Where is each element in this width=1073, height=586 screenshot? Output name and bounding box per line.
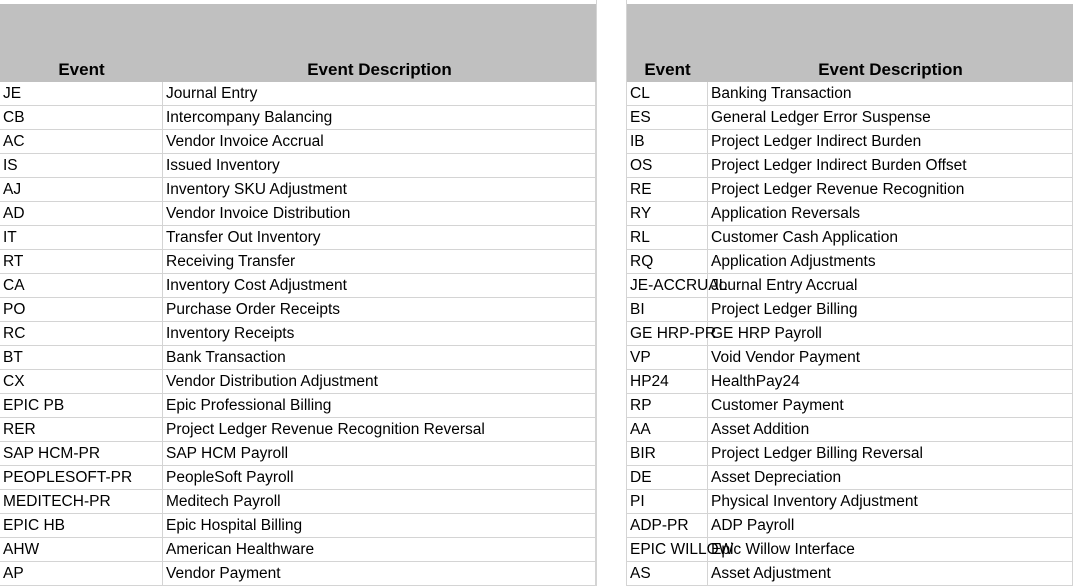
event-code-cell[interactable]: CA [0,274,163,298]
event-description-cell[interactable]: Receiving Transfer [163,250,596,274]
left-table-row [0,154,596,178]
event-code-cell[interactable]: BI [627,298,708,322]
event-code-cell[interactable]: GE HRP-PR [627,322,708,346]
event-description-cell[interactable]: Journal Entry [163,82,596,106]
left-table-row [0,322,596,346]
left-header-event[interactable]: Event [58,60,105,79]
right-table-row [627,250,1073,274]
event-code-cell[interactable]: AHW [0,538,163,562]
event-description-cell[interactable]: GE HRP Payroll [708,322,1073,346]
event-description-cell[interactable]: Transfer Out Inventory [163,226,596,250]
event-code-cell[interactable]: HP24 [627,370,708,394]
event-description-cell[interactable]: Purchase Order Receipts [163,298,596,322]
event-code-cell[interactable]: PEOPLESOFT-PR [0,466,163,490]
left-table-row [0,178,596,202]
left-table-row [0,442,596,466]
event-description-cell[interactable]: General Ledger Error Suspense [708,106,1073,130]
left-table-row [0,298,596,322]
right-header-event[interactable]: Event [644,60,691,79]
event-description-cell[interactable]: Void Vendor Payment [708,346,1073,370]
event-description-cell[interactable]: Inventory Cost Adjustment [163,274,596,298]
event-description-cell[interactable]: Epic Hospital Billing [163,514,596,538]
event-description-cell[interactable]: Vendor Invoice Accrual [163,130,596,154]
event-description-cell[interactable]: Application Adjustments [708,250,1073,274]
event-code-cell[interactable]: BIR [627,442,708,466]
event-code-cell[interactable]: RQ [627,250,708,274]
left-table-row [0,226,596,250]
event-description-cell[interactable]: Project Ledger Indirect Burden [708,130,1073,154]
left-table-row [0,466,596,490]
left-table-row [0,418,596,442]
event-description-cell[interactable]: Asset Adjustment [708,562,1073,586]
event-description-cell[interactable]: Bank Transaction [163,346,596,370]
event-code-cell[interactable]: JE [0,82,163,106]
event-description-cell[interactable]: Project Ledger Billing [708,298,1073,322]
left-table-row [0,370,596,394]
right-table-row [627,466,1073,490]
right-table-row [627,514,1073,538]
event-code-cell[interactable]: SAP HCM-PR [0,442,163,466]
left-table-body [0,82,596,586]
left-header-row [0,4,596,82]
right-table-row [627,322,1073,346]
event-code-cell[interactable]: EPIC PB [0,394,163,418]
event-code-cell[interactable]: BT [0,346,163,370]
right-header-row [627,4,1073,82]
right-table-row [627,394,1073,418]
event-code-cell[interactable]: RT [0,250,163,274]
event-description-cell[interactable]: PeopleSoft Payroll [163,466,596,490]
right-table-row [627,226,1073,250]
event-description-cell[interactable]: Intercompany Balancing [163,106,596,130]
right-table-row [627,202,1073,226]
event-code-cell[interactable]: JE-ACCRUAL [627,274,708,298]
event-description-cell[interactable]: Vendor Invoice Distribution [163,202,596,226]
right-table-body [627,82,1073,586]
left-table-row [0,82,596,106]
left-table-row [0,250,596,274]
right-table-row [627,178,1073,202]
left-table-row [0,394,596,418]
right-table-row [627,442,1073,466]
event-code-cell[interactable]: RY [627,202,708,226]
right-table-row [627,538,1073,562]
right-table-row [627,418,1073,442]
left-table-row [0,106,596,130]
event-code-cell[interactable]: EPIC HB [0,514,163,538]
left-header-description[interactable]: Event Description [307,60,452,79]
event-code-cell[interactable]: AJ [0,178,163,202]
event-description-cell[interactable]: HealthPay24 [708,370,1073,394]
event-description-cell[interactable]: SAP HCM Payroll [163,442,596,466]
right-table-row [627,298,1073,322]
event-code-cell[interactable]: EPIC WILLOW [627,538,708,562]
event-description-cell[interactable]: Inventory Receipts [163,322,596,346]
empty-column-gap[interactable] [596,0,627,586]
event-code-cell[interactable]: AS [627,562,708,586]
event-code-cell[interactable]: OS [627,154,708,178]
left-table [0,4,596,586]
left-table-row [0,538,596,562]
right-header-description[interactable]: Event Description [818,60,963,79]
right-table-row [627,130,1073,154]
event-description-cell[interactable]: Meditech Payroll [163,490,596,514]
right-table-row [627,370,1073,394]
event-code-cell[interactable]: PI [627,490,708,514]
event-code-cell[interactable]: CL [627,82,708,106]
left-table-row [0,274,596,298]
event-description-cell[interactable]: Physical Inventory Adjustment [708,490,1073,514]
event-description-cell[interactable]: Application Reversals [708,202,1073,226]
right-table-row [627,154,1073,178]
right-table-row [627,274,1073,298]
event-code-cell[interactable]: RP [627,394,708,418]
event-code-cell[interactable]: RL [627,226,708,250]
event-description-cell[interactable]: Banking Transaction [708,82,1073,106]
event-code-cell[interactable]: IT [0,226,163,250]
event-code-cell[interactable]: VP [627,346,708,370]
left-table-row [0,130,596,154]
event-code-cell[interactable]: DE [627,466,708,490]
event-code-cell[interactable]: ADP-PR [627,514,708,538]
event-code-cell[interactable]: AC [0,130,163,154]
event-description-cell[interactable]: Epic Professional Billing [163,394,596,418]
event-description-cell[interactable]: Customer Payment [708,394,1073,418]
event-description-cell[interactable]: Epic Willow Interface [708,538,1073,562]
event-description-cell[interactable]: Project Ledger Revenue Recognition Reversal [163,418,596,442]
left-table-row [0,346,596,370]
left-table-row [0,490,596,514]
event-description-cell[interactable]: Project Ledger Revenue Recognition [708,178,1073,202]
event-code-cell[interactable]: CB [0,106,163,130]
left-table-row [0,202,596,226]
right-table-row [627,490,1073,514]
left-table-row [0,562,596,586]
event-description-cell[interactable]: Asset Depreciation [708,466,1073,490]
event-code-cell[interactable]: AA [627,418,708,442]
event-description-cell[interactable]: Vendor Distribution Adjustment [163,370,596,394]
event-code-cell[interactable]: IB [627,130,708,154]
event-code-cell[interactable]: AD [0,202,163,226]
right-table [627,4,1073,586]
event-description-cell[interactable]: American Healthware [163,538,596,562]
right-table-row [627,346,1073,370]
event-description-cell[interactable]: Vendor Payment [163,562,596,586]
event-description-cell[interactable]: ADP Payroll [708,514,1073,538]
event-description-cell[interactable]: Inventory SKU Adjustment [163,178,596,202]
event-code-cell[interactable]: CX [0,370,163,394]
event-code-cell[interactable]: RC [0,322,163,346]
right-table-row [627,562,1073,586]
event-description-cell[interactable]: Journal Entry Accrual [708,274,1073,298]
event-description-cell[interactable]: Issued Inventory [163,154,596,178]
event-code-cell[interactable]: ES [627,106,708,130]
event-code-cell[interactable]: MEDITECH-PR [0,490,163,514]
right-table-row [627,82,1073,106]
event-code-cell[interactable]: PO [0,298,163,322]
event-description-cell[interactable]: Project Ledger Billing Reversal [708,442,1073,466]
event-description-cell[interactable]: Asset Addition [708,418,1073,442]
event-description-cell[interactable]: Project Ledger Indirect Burden Offset [708,154,1073,178]
event-code-cell[interactable]: AP [0,562,163,586]
event-code-cell[interactable]: IS [0,154,163,178]
event-code-cell[interactable]: RER [0,418,163,442]
left-table-row [0,514,596,538]
right-table-row [627,106,1073,130]
event-code-cell[interactable]: RE [627,178,708,202]
event-description-cell[interactable]: Customer Cash Application [708,226,1073,250]
